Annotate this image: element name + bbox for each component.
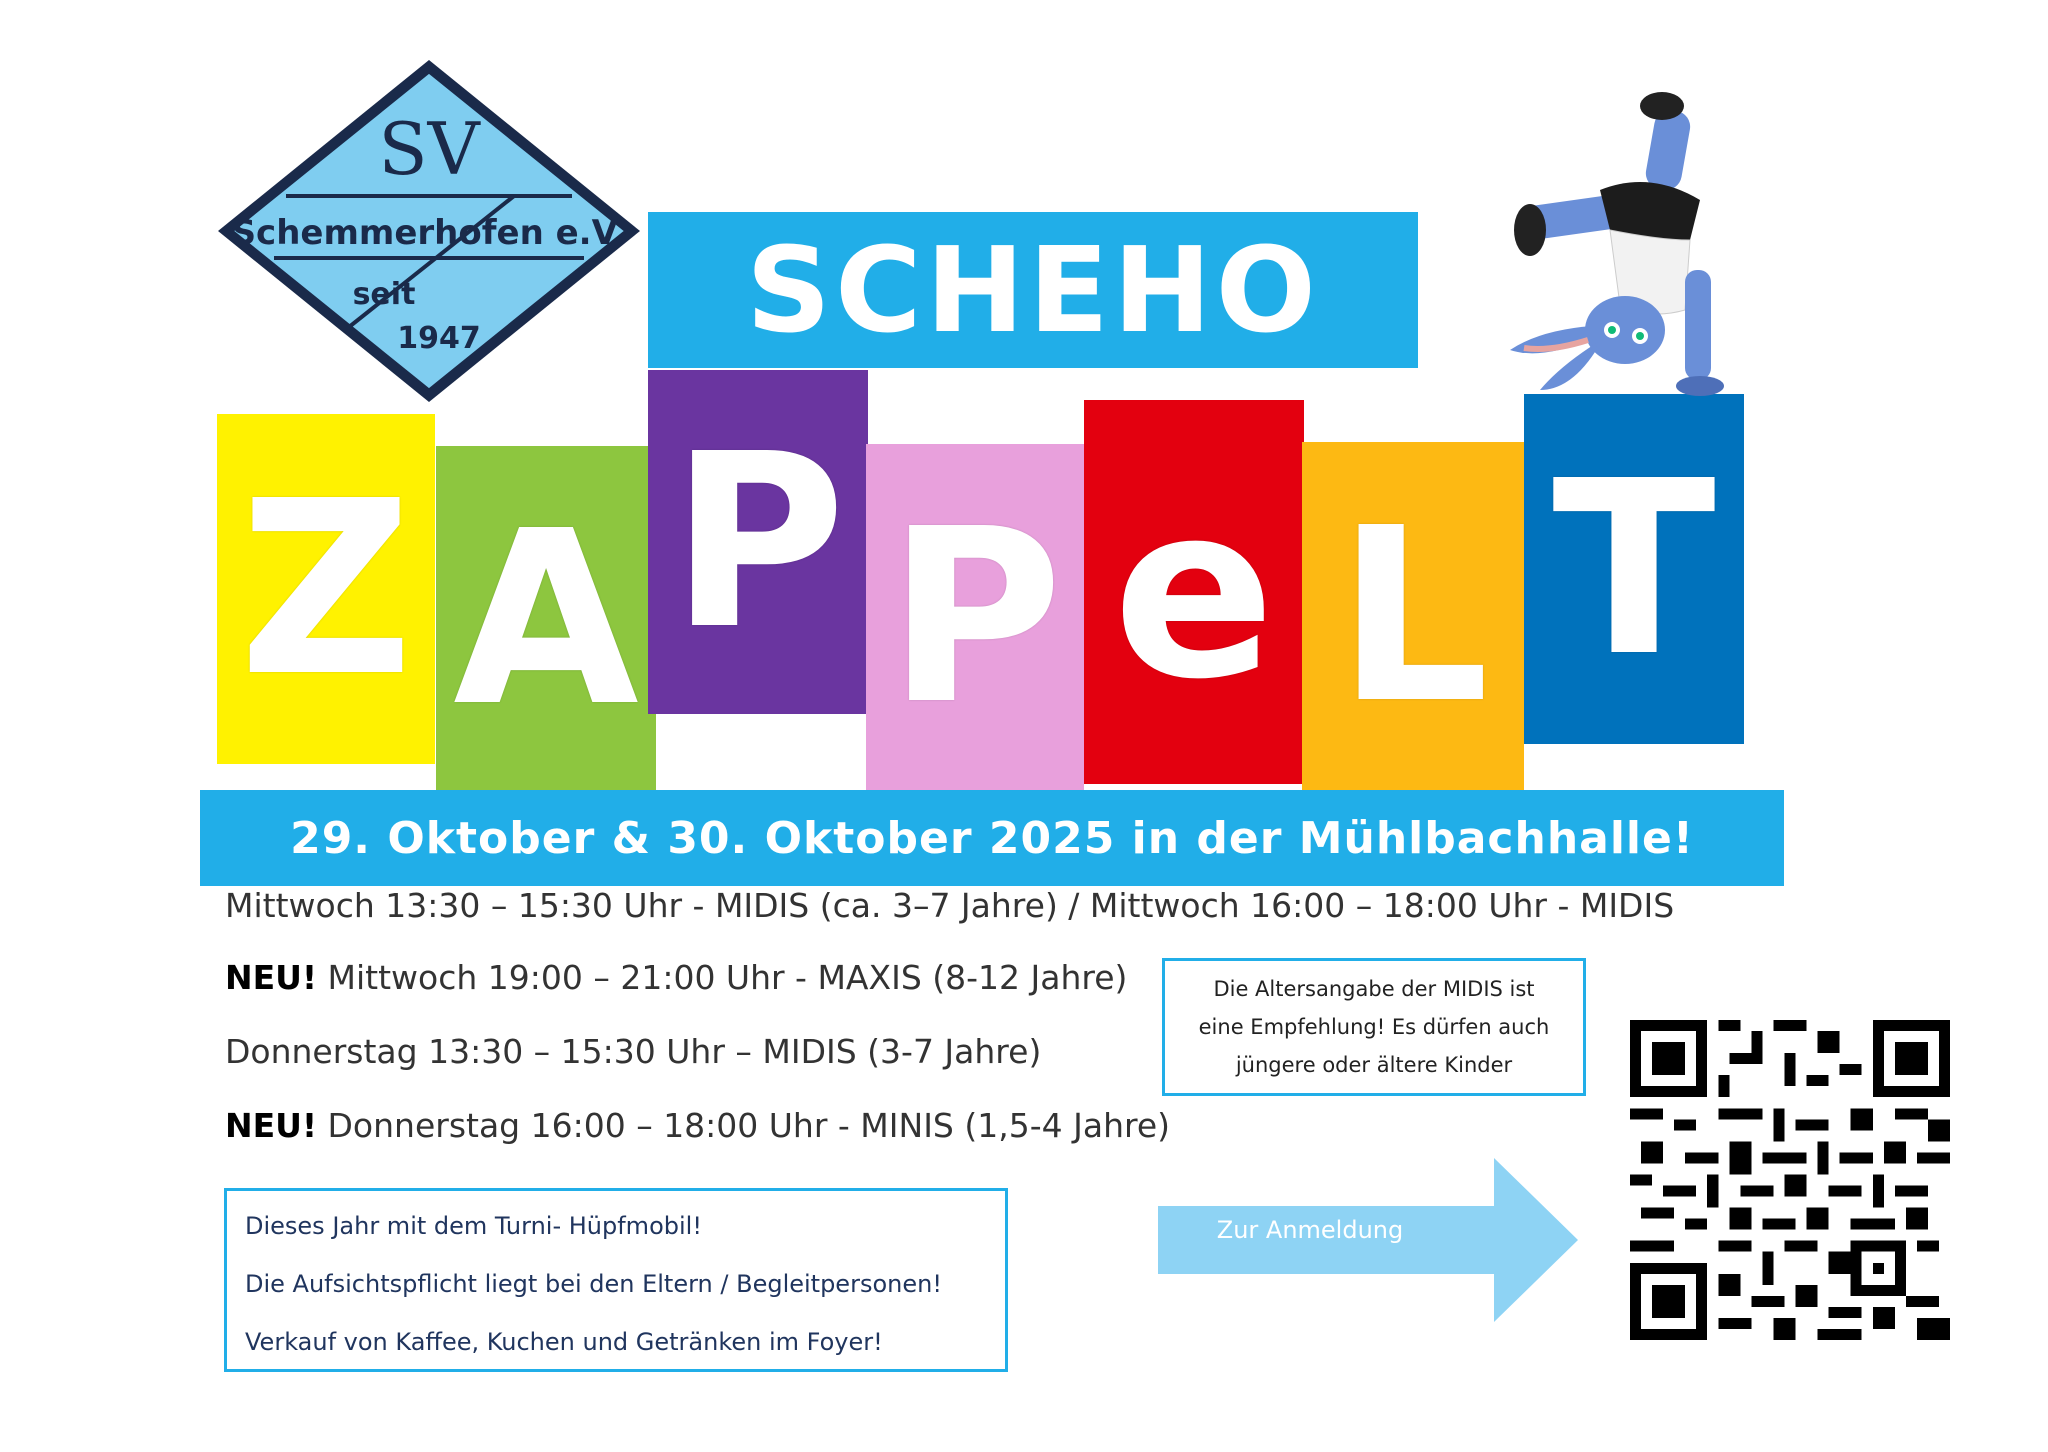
note-line-3: jüngere oder ältere Kinder	[1235, 1053, 1513, 1077]
logo-since-label: seit	[352, 277, 416, 312]
schedule-line-2	[225, 958, 1127, 997]
title-text: SCHEHO	[745, 221, 1320, 359]
letter-block-p2	[866, 444, 1084, 790]
letter-p1: P	[670, 402, 846, 682]
new-badge: NEU!	[225, 1106, 318, 1145]
letter-block-a	[436, 446, 656, 792]
new-badge: NEU!	[225, 958, 318, 997]
info-line-3: Verkauf von Kaffee, Kuchen und Getränken im Foyer!	[245, 1328, 883, 1356]
schedule-line-3: Donnerstag 13:30 – 15:30 Uhr – MIDIS (3-7 Jahre)	[225, 1032, 1042, 1071]
letter-t: T	[1552, 429, 1716, 709]
letter-p2: P	[887, 477, 1063, 757]
info-line-1: Dieses Jahr mit dem Turni- Hüpfmobil!	[245, 1212, 702, 1240]
letter-l: L	[1336, 476, 1490, 756]
qr-code-icon[interactable]	[1630, 1020, 1950, 1340]
info-box	[224, 1188, 1008, 1372]
club-logo	[214, 56, 644, 406]
schedule-line-1: Mittwoch 13:30 – 15:30 Uhr - MIDIS (ca. 3–7 Jahre) / Mittwoch 16:00 – 18:00 Uhr - MIDIS	[225, 886, 1675, 925]
note-line-1: Die Altersangabe der MIDIS ist	[1213, 977, 1535, 1001]
schedule-line-2-text: Mittwoch 19:00 – 21:00 Uhr - MAXIS (8-12 Jahre)	[327, 958, 1128, 997]
letter-a: A	[453, 479, 639, 759]
letter-block-l	[1302, 442, 1524, 790]
logo-club-name: Schemmerhofen e.V.	[231, 213, 627, 253]
logo-initials: SV	[378, 107, 480, 191]
bunny-mascot-icon	[1500, 90, 1750, 400]
letter-block-p1	[648, 370, 868, 714]
schedule-line-4	[225, 1106, 1170, 1145]
note-line-2: eine Empfehlung! Es dürfen auch	[1198, 1015, 1550, 1039]
letter-e: e	[1112, 452, 1276, 732]
date-banner	[200, 790, 1784, 886]
letter-block-t	[1524, 394, 1744, 744]
title-banner	[648, 212, 1418, 368]
letter-block-z	[217, 414, 435, 764]
letter-z: Z	[238, 449, 414, 729]
letter-block-e	[1084, 400, 1304, 784]
info-line-2: Die Aufsichtspflicht liegt bei den Eltern / Begleitpersonen!	[245, 1270, 942, 1298]
date-text: 29. Oktober & 30. Oktober 2025 in der Mühlbachhalle!	[290, 812, 1694, 864]
logo-since-year: 1947	[397, 321, 481, 356]
registration-link[interactable]: Zur Anmeldung	[1216, 1216, 1404, 1244]
age-note-box	[1162, 958, 1586, 1096]
schedule-line-4-text: Donnerstag 16:00 – 18:00 Uhr - MINIS (1,5-4 Jahre)	[327, 1106, 1170, 1145]
